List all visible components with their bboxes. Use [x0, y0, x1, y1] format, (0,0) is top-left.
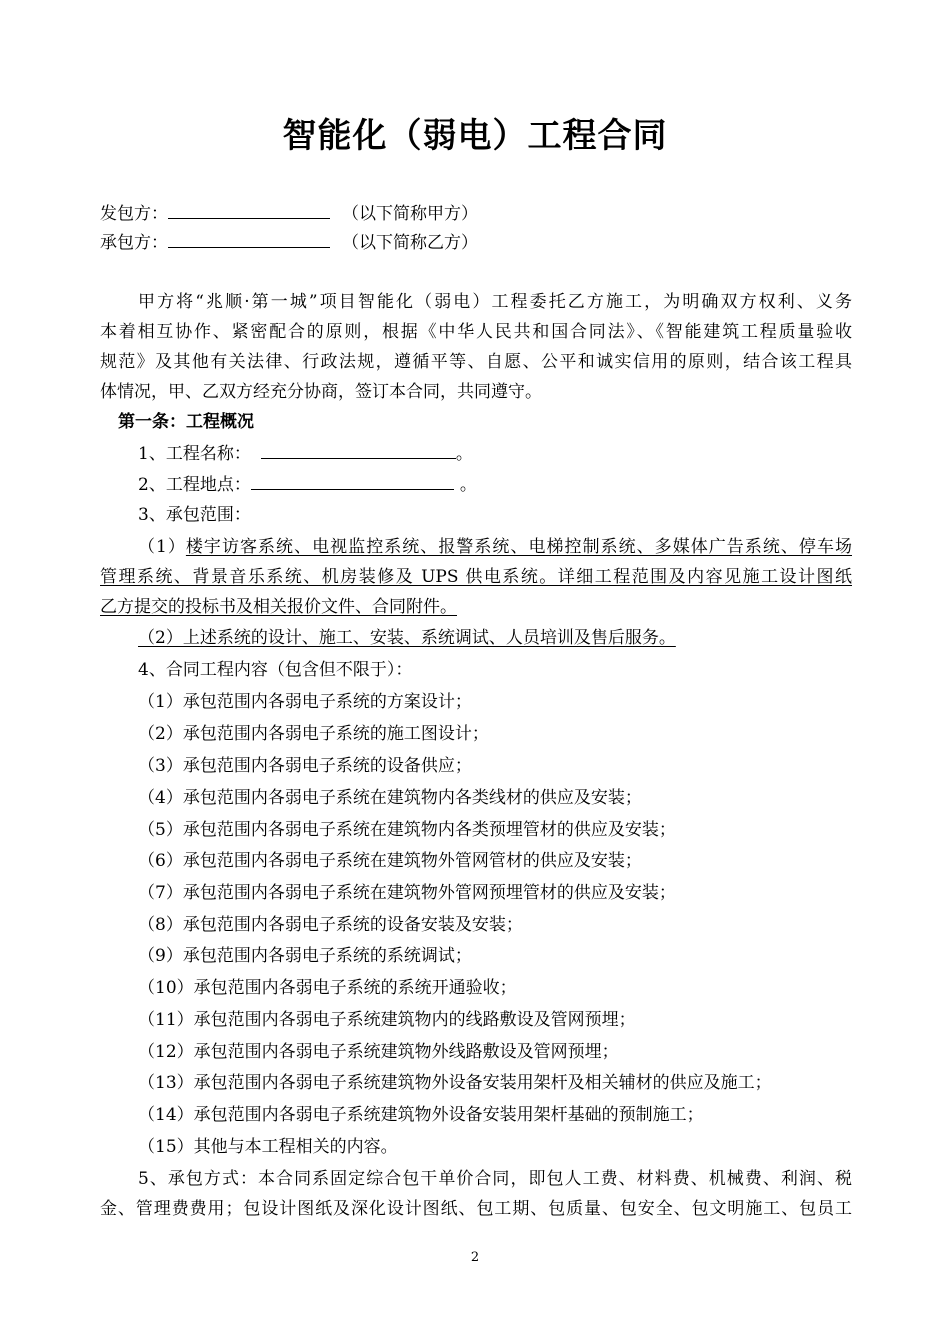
contents-item: （15）其他与本工程相关的内容。: [138, 1137, 398, 1157]
scope-2-line: （2）上述系统的设计、施工、安装、系统调试、人员培训及售后服务。: [138, 628, 676, 648]
project-location-line: [138, 471, 890, 497]
party-a-note: （以下简称甲方）: [342, 204, 478, 224]
scope-1-line: 乙方提交的投标书及相关报价文件、合同附件。: [100, 597, 457, 617]
preamble-line: 体情况，甲、乙双方经充分协商，签订本合同，共同遵守。: [100, 382, 542, 402]
contents-item: （8）承包范围内各弱电子系统的设备安装及安装；: [138, 915, 523, 935]
contents-item: （2）承包范围内各弱电子系统的施工图设计；: [138, 724, 489, 744]
contents-item: （3）承包范围内各弱电子系统的设备供应；: [138, 756, 472, 776]
contents-item: （5）承包范围内各弱电子系统在建筑物内各类预埋管材的供应及安装；: [138, 820, 676, 840]
contents-item: （11）承包范围内各弱电子系统建筑物内的线路敷设及管网预埋；: [138, 1010, 636, 1030]
party-b-label: 承包方：: [100, 233, 168, 253]
party-b-note: （以下简称乙方）: [342, 233, 478, 253]
scope-1-line: [138, 535, 852, 559]
contents-item: （6）承包范围内各弱电子系统在建筑物外管网管材的供应及安装；: [138, 851, 642, 871]
contents-item: （12）承包范围内各弱电子系统建筑物外线路敷设及管网预埋；: [138, 1042, 619, 1062]
period: 。: [455, 444, 473, 464]
scope-1-prefix: （1）: [138, 537, 186, 557]
preamble-line: 甲方将“兆顺·第一城”项目智能化（弱电）工程委托乙方施工，为明确双方权利、义务: [138, 292, 852, 312]
scope-1-text: 楼宇访客系统、电视监控系统、报警系统、电梯控制系统、多媒体广告系统、停车场: [185, 537, 852, 557]
preamble-line: 本着相互协作、紧密配合的原则，根据《中华人民共和国合同法》、《智能建筑工程质量验收: [100, 322, 852, 342]
page-title: 智能化（弱电）工程合同: [282, 116, 668, 156]
party-a-line: [100, 200, 852, 226]
contents-item: （14）承包范围内各弱电子系统建筑物外设备安装用架杆基础的预制施工；: [138, 1105, 704, 1125]
project-name-line: [138, 440, 890, 466]
contract-method-line: 5、承包方式：本合同系固定综合包干单价合同，即包人工费、材料费、机械费、利润、税: [138, 1169, 852, 1189]
contents-item: （4）承包范围内各弱电子系统在建筑物内各类线材的供应及安装；: [138, 788, 642, 808]
party-b-line: [100, 229, 852, 255]
contents-item: （1）承包范围内各弱电子系统的方案设计；: [138, 692, 472, 712]
scope-label: 3、承包范围：: [138, 505, 251, 525]
party-a-blank[interactable]: [168, 200, 330, 219]
project-location-blank[interactable]: [251, 471, 454, 490]
period: 。: [459, 475, 477, 495]
contract-method-line: 金、管理费费用；包设计图纸及深化设计图纸、包工期、包质量、包安全、包文明施工、包员工: [100, 1199, 852, 1219]
contents-item: （13）承包范围内各弱电子系统建筑物外设备安装用架杆及相关辅材的供应及施工；: [138, 1073, 772, 1093]
preamble-line: 规范》及其他有关法律、行政法规，遵循平等、自愿、公平和诚实信用的原则，结合该工程具: [100, 352, 852, 372]
project-name-label: 1、工程名称：: [138, 444, 251, 464]
page-number: 2: [470, 1250, 480, 1265]
project-location-label: 2、工程地点：: [138, 475, 251, 495]
project-name-blank[interactable]: [261, 440, 456, 459]
contents-item: （10）承包范围内各弱电子系统的系统开通验收；: [138, 978, 517, 998]
article-heading: 第一条：工程概况: [118, 412, 254, 432]
contents-label: 4、合同工程内容（包含但不限于）：: [138, 660, 413, 680]
party-a-label: 发包方：: [100, 204, 168, 224]
contents-item: （7）承包范围内各弱电子系统在建筑物外管网预埋管材的供应及安装；: [138, 883, 676, 903]
contents-item: （9）承包范围内各弱电子系统的系统调试；: [138, 946, 472, 966]
party-b-blank[interactable]: [168, 229, 330, 248]
scope-1-line: 管理系统、背景音乐系统、机房装修及 UPS 供电系统。详细工程范围及内容见施工设计图纸: [100, 567, 852, 587]
